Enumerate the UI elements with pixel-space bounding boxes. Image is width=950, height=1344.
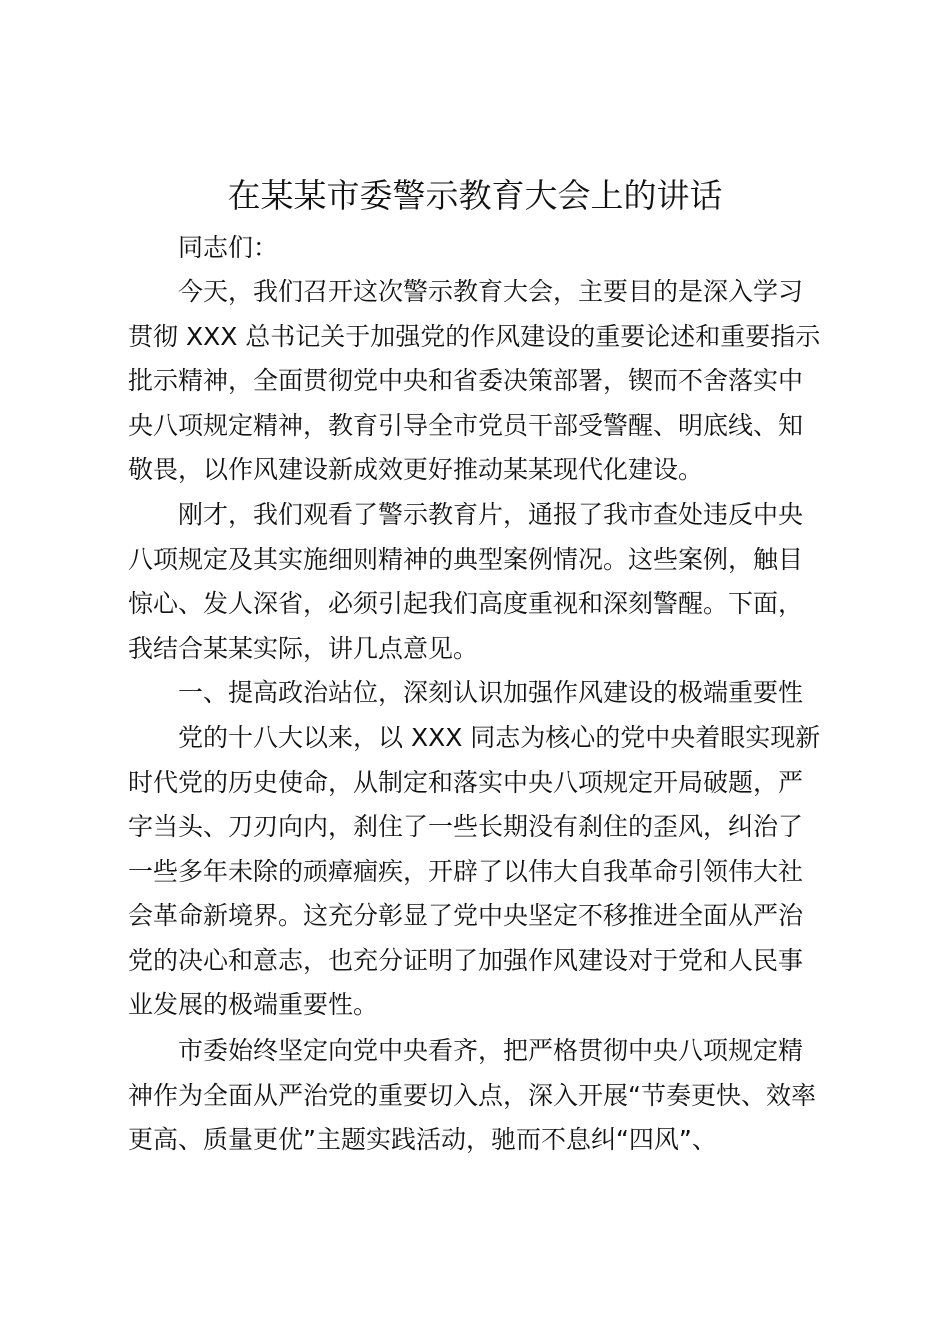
paragraph-1 — [128, 270, 828, 493]
paragraph-line: 市委始终坚定向党中央看齐，把严格贯彻中央八项规定精 — [178, 1036, 804, 1065]
paragraph-line: 贯彻 XXX 总书记关于加强党的作风建设的重要论述和重要指示 — [128, 321, 821, 351]
paragraph-line: 今天，我们召开这次警示教育大会，主要目的是深入学习 — [178, 277, 804, 306]
paragraph-line: 业发展的极端重要性。 — [128, 990, 379, 1019]
paragraph-line: 我结合某某实际，讲几点意见。 — [128, 633, 479, 663]
paragraph-line: 时代党的历史使命，从制定和落实中央八项规定开局破题，严 — [128, 767, 804, 797]
greeting-line: 同志们： — [178, 233, 279, 262]
paragraph-line: 字当头、刀刃向内，刹住了一些长期没有刹住的歪风，纠治了 — [128, 812, 804, 841]
paragraph-line: 惊心、发人深省，必须引起我们高度重视和深刻警醒。下面， — [128, 589, 804, 618]
paragraph-line: 刚才，我们观看了警示教育片，通报了我市查处违反中央 — [178, 500, 804, 529]
greeting — [128, 226, 828, 271]
document-title: 在某某市委警示教育大会上的讲话 — [227, 176, 723, 215]
paragraph-line: 党的十八大以来，以 XXX 同志为核心的党中央着眼实现新 — [178, 723, 821, 752]
paragraph-2 — [128, 493, 828, 671]
section-heading-text: 一、提高政治站位，深刻认识加强作风建设的极端重要性 — [178, 678, 804, 707]
section-heading-1 — [128, 671, 828, 716]
paragraph-line: 更高、质量更优”主题实践活动，驰而不息纠“四风”、 — [128, 1125, 717, 1154]
paragraph-line: 八项规定及其实施细则精神的典型案例情况。这些案例，触目 — [128, 544, 804, 574]
paragraph-line: 党的决心和意志，也充分证明了加强作风建设对于党和人民事 — [128, 945, 804, 975]
paragraph-line: 敬畏，以作风建设新成效更好推动某某现代化建设。 — [128, 455, 704, 484]
paragraph-line: 一些多年未除的顽瘴痼疾，开辟了以伟大自我革命引领伟大社 — [128, 856, 804, 886]
paragraph-line: 神作为全面从严治党的重要切入点，深入开展“节奏更快、效率 — [128, 1080, 816, 1110]
paragraph-line: 会革命新境界。这充分彰显了党中央坚定不移推进全面从严治 — [128, 901, 804, 930]
paragraph-3 — [128, 716, 828, 1028]
paragraph-line: 央八项规定精神，教育引导全市党员干部受警醒、明底线、知 — [128, 410, 804, 440]
paragraph-line: 批示精神，全面贯彻党中央和省委决策部署，锲而不舍落实中 — [128, 366, 804, 395]
paragraph-4 — [128, 1029, 828, 1163]
